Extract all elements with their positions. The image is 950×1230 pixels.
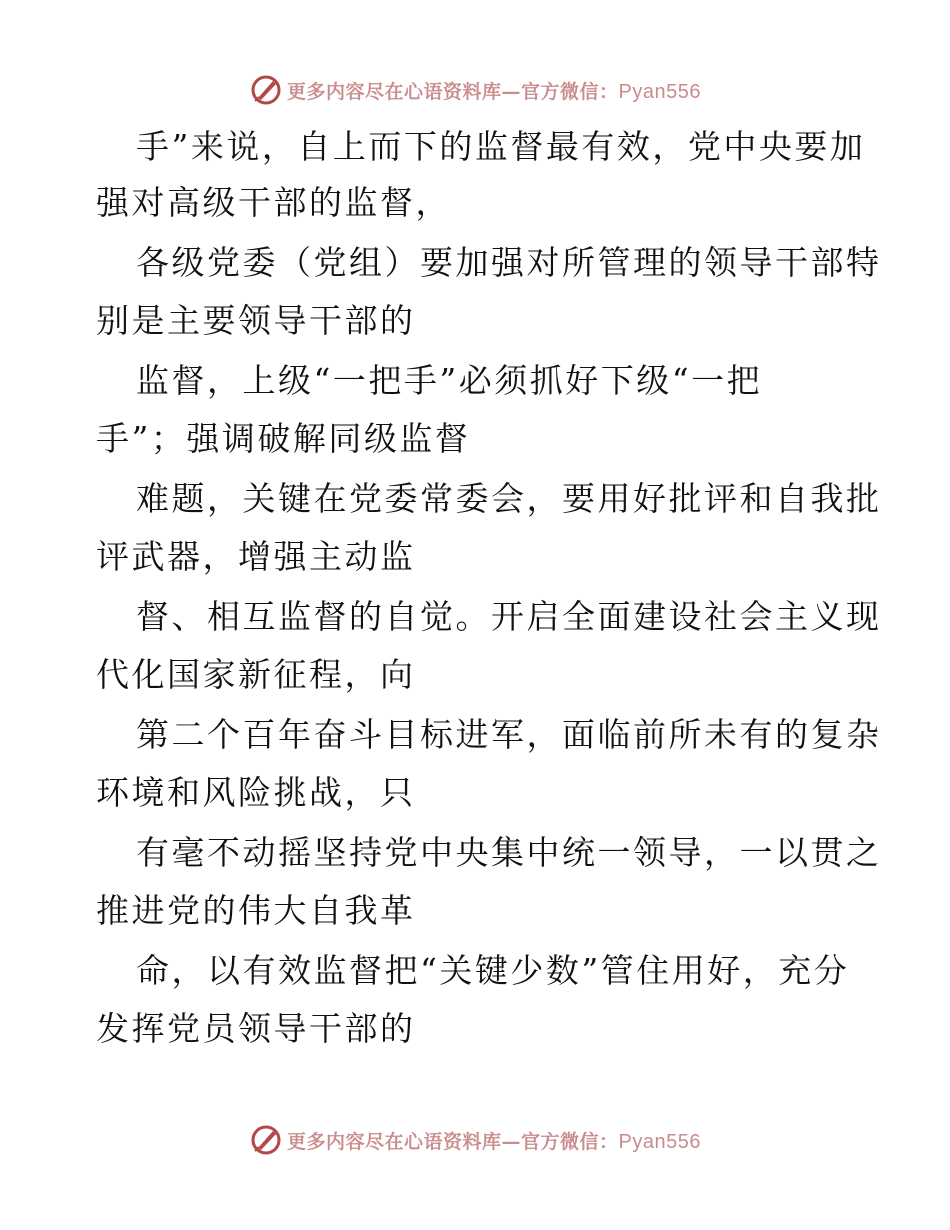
footer-watermark [0,1120,950,1160]
body-line: 督、相互监督的自觉。开启全面建设社会主义现 [136,597,882,636]
body-line: 发挥党员领导干部的 [96,1009,416,1048]
body-line: 难题，关键在党委常委会，要用好批评和自我批 [136,479,882,518]
body-line: 强对高级干部的监督， [96,183,451,222]
quill-logo-icon [249,73,283,107]
body-line: 环境和风险挑战，只 [96,773,416,812]
body-line: 监督，上级“一把手”必须抓好下级“一把 [136,361,763,400]
body-line: 别是主要领导干部的 [96,301,416,340]
body-line: 各级党委（党组）要加强对所管理的领导干部特 [136,243,882,282]
body-line: 代化国家新征程，向 [96,655,416,694]
body-line: 有毫不动摇坚持党中央集中统一领导，一以贯之 [136,833,882,872]
body-line: 推进党的伟大自我革 [96,891,416,930]
quill-logo-icon [249,1123,283,1157]
body-line: 手”；强调破解同级监督 [96,419,471,458]
body-line: 第二个百年奋斗目标进军，面临前所未有的复杂 [136,715,882,754]
header-watermark [0,70,950,110]
watermark-text: 更多内容尽在心语资料库—官方微信：Pyan556 [287,80,701,103]
body-line: 命，以有效监督把“关键少数”管住用好，充分 [136,951,850,990]
watermark-text: 更多内容尽在心语资料库—官方微信：Pyan556 [287,1130,701,1153]
body-line: 手”来说，自上而下的监督最有效，党中央要加 [136,127,866,166]
body-line: 评武器，增强主动监 [96,537,416,576]
